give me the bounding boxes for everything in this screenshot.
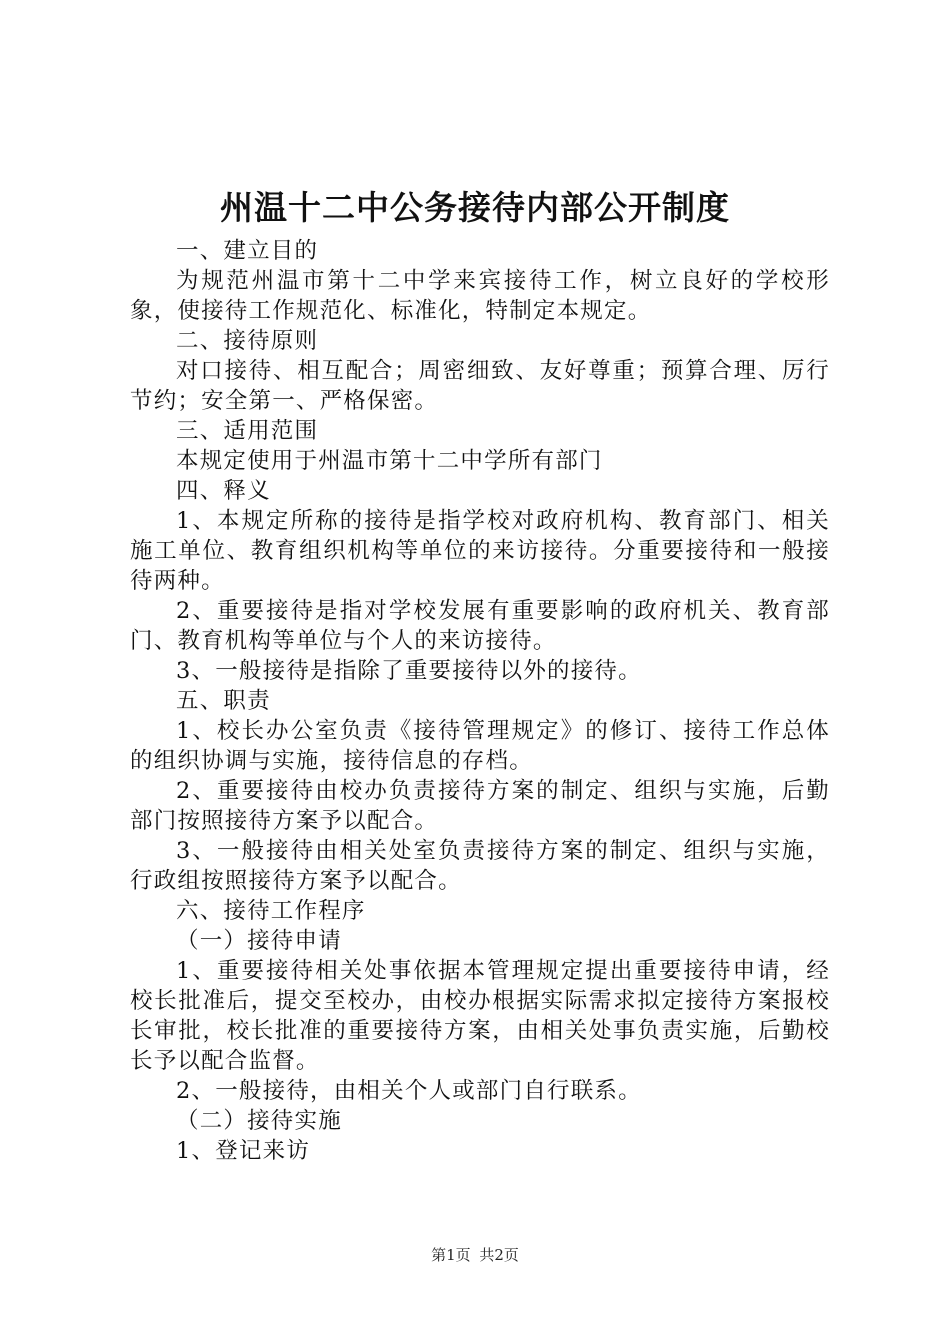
paragraph: 本规定使用于州温市第十二中学所有部门 — [176, 448, 603, 474]
document-body — [130, 236, 830, 1166]
section-heading: 四、释义 — [176, 478, 271, 504]
paragraph: 1、校长办公室负责《接待管理规定》的修订、接待工作总体的组织协调与实施，接待信息的存档。 — [130, 718, 830, 774]
section-heading: 六、接待工作程序 — [176, 898, 366, 924]
subsection-heading: （一）接待申请 — [176, 928, 342, 954]
paragraph: 3、一般接待是指除了重要接待以外的接待。 — [176, 658, 642, 684]
section-heading: 三、适用范围 — [176, 418, 319, 444]
paragraph: 为规范州温市第十二中学来宾接待工作，树立良好的学校形象，使接待工作规范化、标准化，特制定本规定。 — [130, 268, 830, 324]
paragraph: 1、本规定所称的接待是指学校对政府机构、教育部门、相关施工单位、教育组织机构等单位的来访接待。分重要接待和一般接待两种。 — [130, 508, 830, 594]
section-heading: 一、建立目的 — [176, 238, 319, 264]
section-heading: 五、职责 — [176, 688, 271, 714]
paragraph: 1、登记来访 — [176, 1138, 311, 1164]
paragraph: 对口接待、相互配合；周密细致、友好尊重；预算合理、厉行节约；安全第一、严格保密。 — [130, 358, 830, 414]
document-title: 州温十二中公务接待内部公开制度 — [220, 188, 730, 227]
page-number: 第1页 — [431, 1246, 471, 1264]
paragraph: 2、重要接待由校办负责接待方案的制定、组织与实施，后勤部门按照接待方案予以配合。 — [130, 778, 830, 834]
section-heading: 二、接待原则 — [176, 328, 319, 354]
page-total: 共2页 — [479, 1246, 519, 1264]
subsection-heading: （二）接待实施 — [176, 1108, 342, 1134]
paragraph: 2、重要接待是指对学校发展有重要影响的政府机关、教育部门、教育机构等单位与个人的来访接待。 — [130, 598, 830, 654]
paragraph: 3、一般接待由相关处室负责接待方案的制定、组织与实施，行政组按照接待方案予以配合。 — [130, 838, 830, 894]
page-footer — [0, 1244, 950, 1265]
paragraph: 2、一般接待，由相关个人或部门自行联系。 — [176, 1078, 642, 1104]
paragraph: 1、重要接待相关处事依据本管理规定提出重要接待申请，经校长批准后，提交至校办，由校办根据实际需求拟定接待方案报校长审批，校长批准的重要接待方案，由相关处事负责实施，后勤校长予以配合监督。 — [130, 958, 830, 1074]
